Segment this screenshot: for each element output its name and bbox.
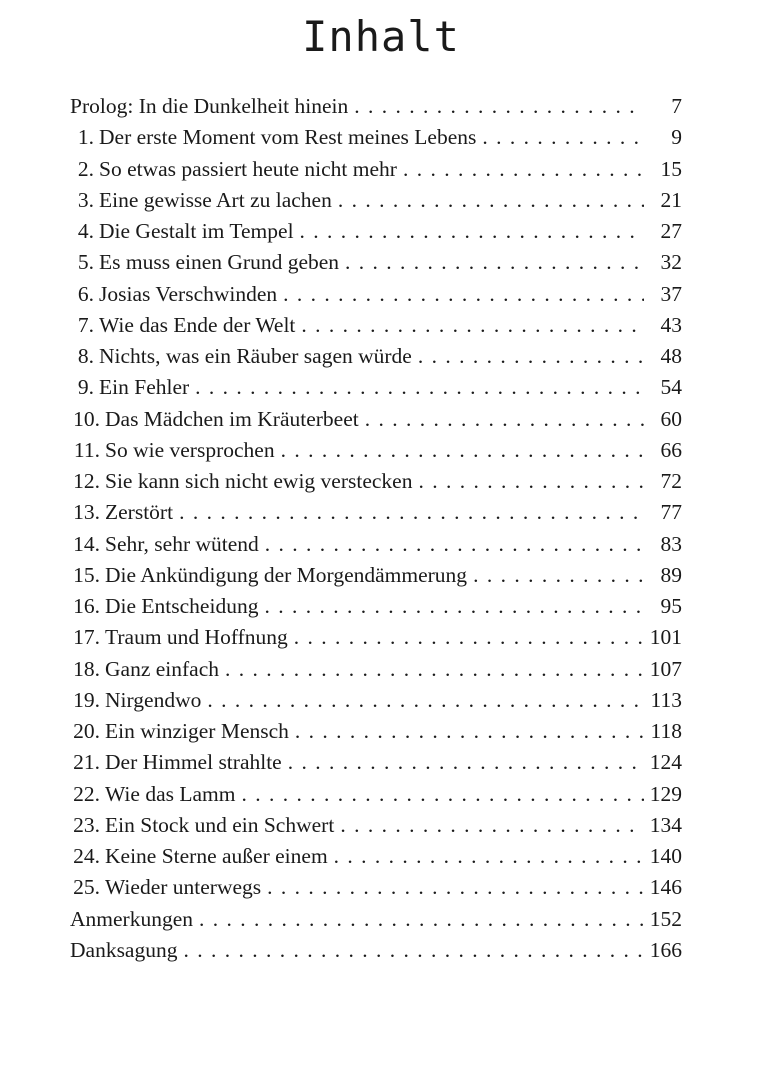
toc-dot-leader [235,779,644,810]
toc-entry-title: Ein winziger Mensch [105,719,289,743]
toc-entry-number: 23. [73,812,100,837]
toc-entry [70,341,682,372]
toc-entry-page: 107 [649,656,682,681]
toc-entry-number: 12. [73,469,100,493]
toc-entry [70,185,682,216]
toc-entry [70,935,682,966]
toc-dot-leader [259,529,644,560]
toc-entry [70,122,682,153]
toc-entry-page: 21 [660,187,682,212]
toc-entry [70,622,682,653]
toc-entry [70,685,682,716]
toc-entry-page: 134 [649,812,682,837]
toc-entry-number: 7. [77,312,94,337]
toc-entry-title: Wieder unterwegs [105,875,262,900]
toc-entry [70,279,682,310]
toc-dot-leader [332,185,644,216]
toc-dot-leader [275,435,644,466]
toc-entry-number: 11. [73,437,100,462]
toc-dot-leader [476,122,644,153]
toc-entry-number: 16. [73,594,100,618]
toc-entry-page: 54 [660,375,682,400]
toc-dot-leader [397,154,644,185]
toc-entry-title: Ganz einfach [105,656,219,681]
toc-dot-leader [173,497,644,528]
toc-entry [70,154,682,185]
toc-dot-leader [261,872,644,903]
toc-entry [70,91,682,122]
toc-entry-page: 83 [660,531,682,556]
toc-entry-page: 166 [649,937,682,962]
toc-entry [70,747,682,778]
toc-entry-number: 8. [77,344,94,368]
toc-dot-leader [467,560,644,591]
toc-entry-page: 113 [650,687,682,712]
toc-entry [70,560,682,591]
toc-entry-page: 95 [660,594,682,618]
toc-dot-leader [295,310,644,341]
toc-entry-title: Keine Sterne außer einem [105,844,328,868]
toc-entry-number: 25. [73,875,100,900]
toc-entry [70,404,682,435]
toc-dot-leader [359,404,644,435]
toc-entry-page: 27 [660,219,682,243]
toc-entry [70,810,682,841]
toc-entry [70,247,682,278]
toc-entry [70,904,682,935]
toc-entry [70,654,682,685]
toc-entry-number: 3. [77,187,94,212]
toc-entry [70,841,682,872]
toc-entry [70,716,682,747]
toc-entry-number: 20. [73,719,100,743]
toc-entry-page: 15 [660,156,682,181]
toc-dot-leader [288,622,644,653]
toc-entry [70,216,682,247]
toc-dot-leader [294,216,644,247]
toc-entry-number: 2. [77,156,94,181]
toc-entry-number: 24. [73,844,100,868]
toc-entry-number: 18. [73,656,100,681]
toc-entry-title: Das Mädchen im Kräuterbeet [105,406,359,431]
toc-entry-number: 22. [73,781,100,806]
toc-entry-page: 89 [660,562,682,587]
toc-entry-title: Die Entscheidung [105,594,259,618]
toc-entry-title: Der erste Moment vom Rest meines Lebens [99,125,477,150]
toc-entry-page: 140 [649,844,682,868]
toc-entry-number: 14. [73,531,100,556]
toc-entry-title: So wie versprochen [105,437,275,462]
toc-dot-leader [277,279,644,310]
toc-dot-leader [412,341,644,372]
toc-entry-page: 124 [649,750,682,775]
toc-entry [70,497,682,528]
toc-entry-title: Der Himmel strahlte [105,750,282,775]
toc-dot-leader [289,716,644,747]
toc-entry-number: 1. [77,125,94,150]
toc-entry [70,591,682,622]
toc-entry-number: 10. [73,406,100,431]
toc-entry-title: Sie kann sich nicht ewig verstecken [105,469,413,493]
toc-dot-leader [177,935,644,966]
toc-entry-number: 13. [73,500,100,525]
toc-entry-title: Prolog: In die Dunkelheit hinein [70,94,349,118]
toc-entry-number: 21. [73,750,100,775]
toc-entry-title: Nirgendwo [105,687,202,712]
toc-dot-leader [348,91,644,122]
toc-entry-page: 146 [649,875,682,900]
toc-entry-title: Es muss einen Grund geben [99,250,340,275]
toc-entry-page: 7 [671,94,682,118]
toc-entry-page: 129 [649,781,682,806]
toc-entry-number: 17. [73,625,100,650]
toc-entry-number: 6. [77,281,94,306]
toc-entry-page: 32 [660,250,682,275]
toc-entry-page: 37 [660,281,682,306]
toc-entry-page: 118 [650,719,682,743]
toc-dot-leader [219,654,644,685]
toc-entry-page: 77 [660,500,682,525]
toc-entry-title: Josias Verschwinden [99,281,278,306]
toc-entry-title: Sehr, sehr wütend [105,531,259,556]
toc-dot-leader [282,747,644,778]
toc-dot-leader [189,372,644,403]
toc-entry [70,466,682,497]
toc-entry [70,779,682,810]
toc-entry-title: Traum und Hoffnung [105,625,288,650]
toc-entry-page: 60 [660,406,682,431]
toc-dot-leader [339,247,644,278]
page-title: Inhalt [302,12,460,61]
toc-dot-leader [412,466,644,497]
toc-entry-title: Die Ankündigung der Morgendämmerung [105,562,468,587]
toc-dot-leader [201,685,644,716]
toc-entry-page: 9 [671,125,682,150]
toc-entry-page: 72 [660,469,682,493]
toc-entry-title: So etwas passiert heute nicht mehr [99,156,397,181]
toc-entry-number: 5. [77,250,94,275]
toc-dot-leader [193,904,644,935]
toc-dot-leader [258,591,644,622]
toc-entry-number: 15. [73,562,100,587]
toc-entry [70,372,682,403]
table-of-contents [70,91,682,966]
toc-entry-title: Danksagung [70,937,178,962]
toc-dot-leader [328,841,644,872]
toc-entry-title: Ein Fehler [99,375,190,400]
toc-entry-page: 48 [660,344,682,368]
toc-entry-title: Nichts, was ein Räuber sagen würde [99,344,412,368]
toc-entry-title: Wie das Ende der Welt [99,312,296,337]
toc-entry-page: 43 [660,312,682,337]
toc-entry-page: 66 [660,437,682,462]
toc-entry-number: 4. [77,219,94,243]
toc-entry-title: Eine gewisse Art zu lachen [99,187,332,212]
toc-entry-number: 19. [73,687,100,712]
toc-entry [70,872,682,903]
toc-entry-title: Ein Stock und ein Schwert [105,812,335,837]
toc-entry-number: 9. [77,375,94,400]
toc-entry-title: Die Gestalt im Tempel [99,219,294,243]
toc-entry-page: 152 [649,906,682,931]
toc-entry [70,435,682,466]
toc-entry-page: 101 [649,625,682,650]
toc-entry-title: Anmerkungen [70,906,193,931]
toc-entry [70,310,682,341]
toc-entry-title: Zerstört [105,500,174,525]
toc-entry [70,529,682,560]
toc-dot-leader [334,810,644,841]
toc-entry-title: Wie das Lamm [105,781,236,806]
